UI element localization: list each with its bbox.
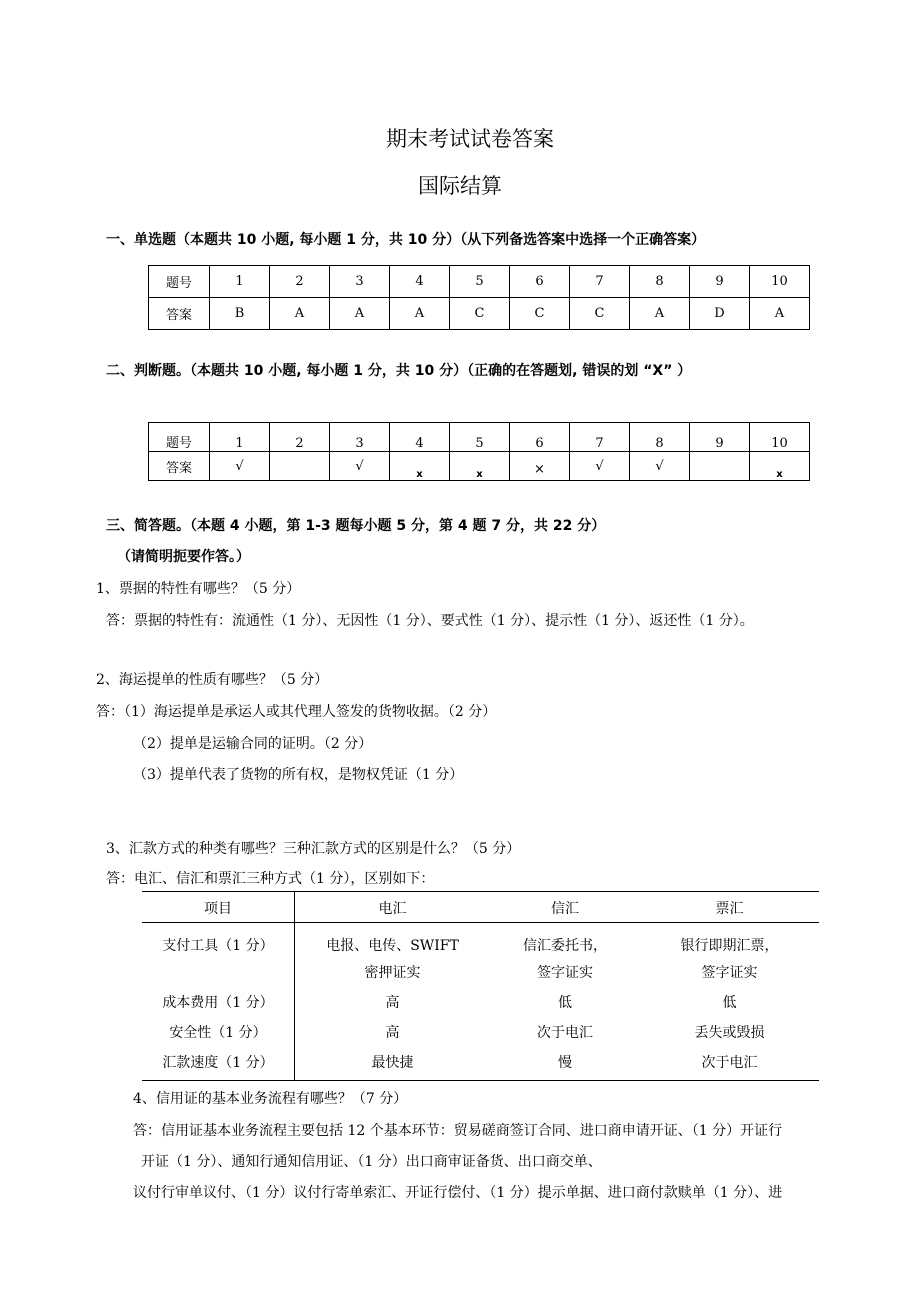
question-4: 4、信用证的基本业务流程有哪些？（7 分） — [133, 1091, 408, 1107]
table-cell — [630, 452, 690, 481]
table-cell: 次于电汇 — [537, 1025, 593, 1041]
section1-heading: 一、单选题（本题共 10 小题, 每小题 1 分，共 10 分）（从下列备选答案中选择一个正确答案） — [106, 232, 706, 248]
table-cell-item: 支付工具（1 分） — [162, 938, 274, 954]
row-label: 答案 — [149, 298, 210, 330]
table-cell: C — [570, 298, 630, 330]
check-mark: √ — [655, 458, 664, 474]
table-cell: 信汇委托书， — [523, 938, 607, 954]
table-cell: 4 — [390, 266, 450, 298]
check-mark: √ — [235, 458, 244, 474]
table-cell: 密押证实 — [364, 965, 421, 981]
single-choice-answer-table — [148, 265, 810, 330]
cross-mark: × — [534, 461, 545, 477]
table-cell: 6 — [510, 266, 570, 298]
table-cell: 电报、电传、SWIFT — [326, 938, 459, 954]
table-cell: 3 — [330, 266, 390, 298]
table-cell: 5 — [450, 266, 510, 298]
table-cell-item: 成本费用（1 分） — [162, 995, 274, 1011]
table-cell: 6 — [510, 423, 570, 452]
table-cell: 2 — [270, 423, 330, 452]
table-cell: C — [510, 298, 570, 330]
table-cell: A — [330, 298, 390, 330]
table-cell: 签字证实 — [537, 965, 593, 981]
section3-note: （请简明扼要作答。） — [117, 549, 250, 565]
table-cell — [690, 452, 750, 481]
table-cell: 7 — [570, 423, 630, 452]
table-cell: 9 — [690, 266, 750, 298]
remittance-comparison-table — [142, 891, 819, 1081]
table-cell — [390, 452, 450, 481]
table-cell: 1 — [210, 423, 270, 452]
table-cell: 低 — [722, 995, 737, 1011]
table-cell: 2 — [270, 266, 330, 298]
table-cell — [450, 452, 510, 481]
table-cell — [510, 452, 570, 481]
table-cell: A — [270, 298, 330, 330]
answer-4-line-3: 议付行审单议付、（1 分）议付行寄单索汇、开证行偿付、（1 分）提示单据、进口商付款赎单（1 分）、进 — [133, 1185, 783, 1201]
answer-2-line-3: （3）提单代表了货物的所有权，是物权凭证（1 分） — [133, 767, 464, 783]
table-cell: 8 — [630, 266, 690, 298]
x-mark: x — [476, 468, 483, 480]
question-3: 3、汇款方式的种类有哪些？三种汇款方式的区别是什么？（5 分） — [106, 841, 521, 857]
table-cell: 7 — [570, 266, 630, 298]
true-false-answer-table — [148, 422, 810, 481]
table-cell: 10 — [750, 423, 810, 452]
table-cell — [330, 452, 390, 481]
table-cell: 次于电汇 — [701, 1055, 758, 1071]
check-mark: √ — [355, 458, 364, 474]
section3-heading: 三、简答题。（本题 4 小题，第 1-3 题每小题 5 分，第 4 题 7 分，共 22 分） — [106, 518, 606, 534]
table-cell — [750, 452, 810, 481]
table-cell: C — [450, 298, 510, 330]
page-title: 期末考试试卷答案 — [386, 127, 554, 151]
answer-3: 答：电汇、信汇和票汇三种方式（1 分），区别如下： — [106, 871, 435, 887]
question-2: 2、海运提单的性质有哪些？（5 分） — [96, 672, 329, 688]
table-cell: 高 — [385, 1025, 400, 1041]
row-label: 题号 — [149, 423, 210, 452]
table-row — [149, 298, 810, 330]
table-header-ph: 票汇 — [715, 901, 744, 917]
answer-2-line-1: 答：（1）海运提单是承运人或其代理人签发的货物收据。（2 分） — [96, 704, 497, 720]
table-cell: 5 — [450, 423, 510, 452]
table-cell: 低 — [558, 995, 572, 1011]
section2-heading: 二、判断题。（本题共 10 小题, 每小题 1 分，共 10 分）（正确的在答题划, 错误的划 “X” ） — [106, 363, 692, 379]
answer-2-line-2: （2）提单是运输合同的证明。（2 分） — [133, 736, 373, 752]
table-cell: 4 — [390, 423, 450, 452]
x-mark: x — [776, 468, 783, 480]
table-row — [149, 423, 810, 452]
table-cell: A — [750, 298, 810, 330]
x-mark: x — [416, 468, 423, 480]
table-header-xh: 信汇 — [551, 901, 579, 917]
table-cell-item: 安全性（1 分） — [169, 1025, 267, 1041]
table-cell: A — [630, 298, 690, 330]
table-divider — [142, 922, 819, 923]
table-cell — [210, 452, 270, 481]
table-row — [149, 266, 810, 298]
table-cell: A — [390, 298, 450, 330]
table-cell: 慢 — [558, 1055, 572, 1071]
answer-4-line-1: 答：信用证基本业务流程主要包括 12 个基本环节：贸易磋商签订合同、进口商申请开证、（1 分）开证行 — [133, 1123, 783, 1139]
table-row — [149, 452, 810, 481]
page-subtitle: 国际结算 — [418, 174, 502, 198]
table-cell: 10 — [750, 266, 810, 298]
table-cell: 银行即期汇票， — [680, 938, 779, 954]
table-cell: 3 — [330, 423, 390, 452]
table-cell: 丢失或毁损 — [694, 1025, 765, 1041]
table-cell: 9 — [690, 423, 750, 452]
answer-1: 答：票据的特性有：流通性（1 分）、无因性（1 分）、要式性（1 分）、提示性（1 分）、返还性（1 分）。 — [106, 613, 754, 629]
table-header-dh: 电汇 — [378, 901, 407, 917]
row-label: 答案 — [149, 452, 210, 481]
table-cell: 1 — [210, 266, 270, 298]
question-1: 1、票据的特性有哪些？（5 分） — [96, 581, 301, 597]
table-cell — [270, 452, 330, 481]
table-cell: B — [210, 298, 270, 330]
table-cell-item: 汇款速度（1 分） — [162, 1055, 274, 1071]
row-label: 题号 — [149, 266, 210, 298]
table-cell: 最快捷 — [371, 1055, 414, 1071]
table-cell: 高 — [385, 995, 400, 1011]
table-cell: D — [690, 298, 750, 330]
table-cell: 签字证实 — [701, 965, 758, 981]
check-mark: √ — [595, 458, 604, 474]
answer-4-line-2: 开证（1 分）、通知行通知信用证、（1 分）出口商审证备货、出口商交单、 — [141, 1154, 602, 1170]
table-header-item: 项目 — [204, 901, 232, 917]
table-cell — [570, 452, 630, 481]
table-cell: 8 — [630, 423, 690, 452]
